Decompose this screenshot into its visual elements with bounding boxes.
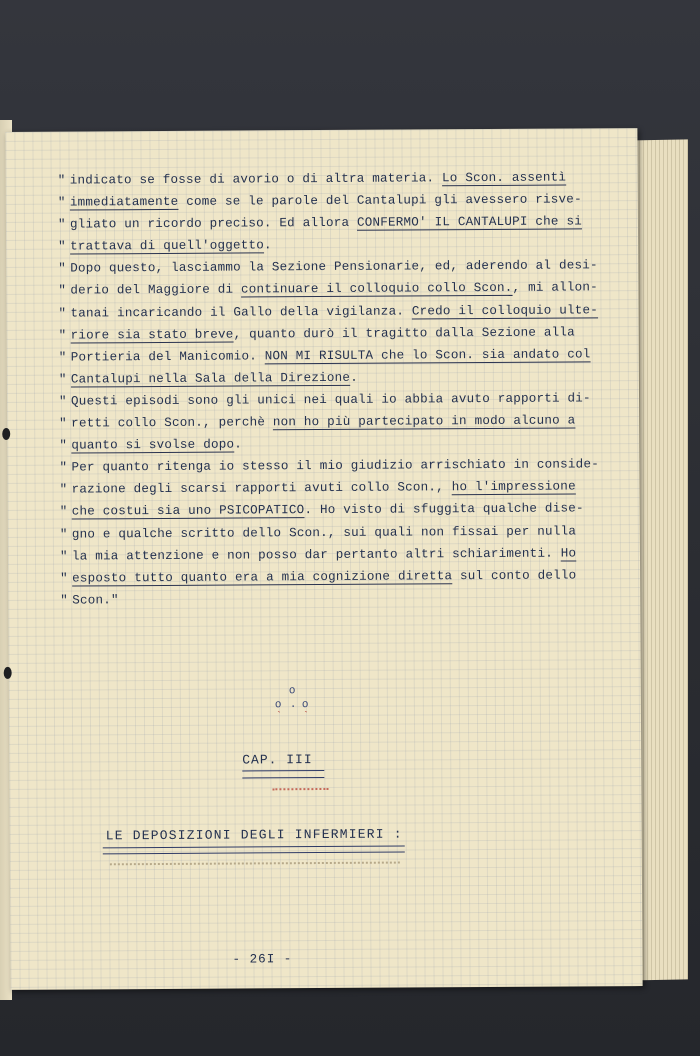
- quote-mark: ": [60, 571, 68, 586]
- underlined-segment: NON MI RISULTA che lo Scon. sia andato col: [264, 347, 591, 364]
- text-segment: gliato un ricordo preciso. Ed allora: [69, 215, 358, 232]
- ornament-dot-left: o: [274, 699, 282, 712]
- ornament-dot-center: ·: [289, 701, 297, 714]
- text-segment: Per quanto ritenga io stesso il mio giudizio arrischiato in conside-: [71, 457, 599, 475]
- ornament-mark-right: `: [302, 711, 310, 723]
- text-segment: tanai incaricando il Gallo della vigilanza.: [70, 304, 412, 321]
- text-segment: , mi allon-: [512, 280, 598, 296]
- underlined-segment: non ho più partecipato in modo alcuno a: [272, 413, 576, 430]
- underlined-segment: Ho: [560, 546, 577, 561]
- underlined-segment: che costui sia uno PSICOPATICO: [71, 503, 305, 519]
- underlined-segment: continuare il colloquio collo Scon.: [240, 281, 513, 297]
- text-segment: . Ho visto di sfuggita qualche dise-: [304, 501, 584, 518]
- quote-mark: ": [58, 394, 67, 409]
- underlined-segment: Cantalupi nella Sala della Direzione: [70, 370, 351, 387]
- line-text: [72, 542, 576, 567]
- text-segment: come se le parole del Cantalupi gli avessero risve-: [178, 192, 582, 209]
- deposition-text: [57, 166, 626, 611]
- underlined-segment: trattava di quell'oggetto: [70, 238, 265, 254]
- text-segment: retti collo Scon., perchè: [71, 415, 273, 431]
- text-segment: , quanto durò il tragitto dalla Sezione alla: [233, 325, 575, 342]
- line-text: [72, 564, 576, 589]
- text-line: [60, 586, 625, 611]
- quote-mark: ": [58, 328, 67, 343]
- text-segment: .: [234, 437, 243, 452]
- quote-mark: ": [58, 284, 67, 299]
- line-text: [70, 235, 272, 258]
- quote-mark: ": [57, 195, 66, 210]
- quote-mark: ": [58, 261, 67, 276]
- line-text: [72, 589, 119, 611]
- line-text: [71, 367, 358, 391]
- punch-hole: [4, 667, 12, 679]
- line-text: [70, 299, 598, 324]
- quote-mark: ": [59, 527, 68, 542]
- section-ornament: [271, 685, 311, 725]
- line-text: [71, 434, 242, 457]
- quote-mark: ": [58, 372, 67, 387]
- line-text: [70, 255, 598, 280]
- chapter-double-rule: [242, 770, 324, 779]
- ornament-dot-right: o: [301, 699, 309, 712]
- text-segment: sul conto dello: [452, 568, 577, 583]
- quote-mark: ": [58, 239, 66, 254]
- text-segment: razione degli scarsi rapporti avuti collo Scon.,: [71, 480, 452, 497]
- text-segment: Portieria del Manicomio.: [70, 349, 265, 365]
- text-segment: la mia attenzione e non posso dar pertanto altri schiarimenti.: [71, 546, 561, 564]
- line-text: [70, 189, 582, 214]
- ornament-mark-left: `: [275, 711, 283, 723]
- text-segment: .: [350, 370, 358, 385]
- quote-mark: ": [59, 482, 68, 497]
- underlined-segment: riore sia stato breve: [70, 327, 234, 343]
- section-double-rule: [103, 846, 405, 855]
- line-text: [70, 211, 582, 236]
- underlined-segment: esposto tutto quanto era a mia cognizione diretta: [72, 568, 453, 586]
- quote-mark: ": [58, 306, 67, 321]
- quote-mark: ": [57, 217, 66, 232]
- text-segment: Scon.": [72, 593, 119, 608]
- underlined-segment: quanto si svolse dopo: [71, 437, 235, 453]
- line-text: [70, 277, 598, 302]
- quote-mark: ": [59, 504, 68, 520]
- text-segment: derio del Maggiore di: [70, 282, 242, 299]
- line-text: [72, 476, 576, 501]
- line-text: [71, 321, 575, 346]
- line-text: [71, 409, 575, 434]
- quote-mark: ": [59, 549, 68, 564]
- text-segment: indicato se fosse di avorio o di altra materia.: [69, 171, 443, 188]
- line-text: [70, 167, 567, 192]
- typed-page: [5, 128, 642, 990]
- page-number: - 26I -: [232, 952, 293, 967]
- line-text: [72, 520, 576, 545]
- text-segment: Dopo questo, lasciammo la Sezione Pensionarie, ed, aderendo al desi-: [70, 258, 598, 276]
- quote-mark: ": [60, 593, 69, 608]
- quote-mark: ": [57, 173, 66, 188]
- quote-mark: ": [59, 416, 67, 431]
- ornament-dot-top: o: [288, 685, 296, 698]
- line-text: [71, 454, 599, 479]
- section-dotted-rule: [110, 862, 400, 866]
- line-text: [72, 498, 584, 523]
- quote-mark: ": [59, 438, 68, 453]
- text-segment: Questi episodi sono gli unici nei quali io abbia avuto rapporti di-: [70, 391, 591, 409]
- chapter-title: CAP. III: [242, 752, 313, 768]
- underlined-segment: Lo Scon. assentì: [441, 170, 567, 186]
- text-segment: .: [263, 238, 272, 253]
- punch-hole: [2, 428, 10, 440]
- quote-mark: ": [58, 350, 67, 365]
- quote-mark: ": [59, 460, 68, 475]
- text-segment: gno e qualche scritto dello Scon., sui quali non fissai per nulla: [71, 523, 577, 542]
- underlined-segment: ho l'impressione: [451, 479, 576, 495]
- underlined-segment: Credo il colloquio ulte-: [411, 302, 599, 319]
- chapter-dotted-rule: [272, 788, 328, 790]
- underlined-segment: immediatamente: [69, 194, 179, 210]
- line-text: [71, 343, 591, 368]
- underlined-segment: CONFERMO' IL CANTALUPI che si: [356, 214, 582, 230]
- line-text: [71, 387, 591, 412]
- section-title: LE DEPOSIZIONI DEGLI INFERMIERI :: [105, 826, 403, 844]
